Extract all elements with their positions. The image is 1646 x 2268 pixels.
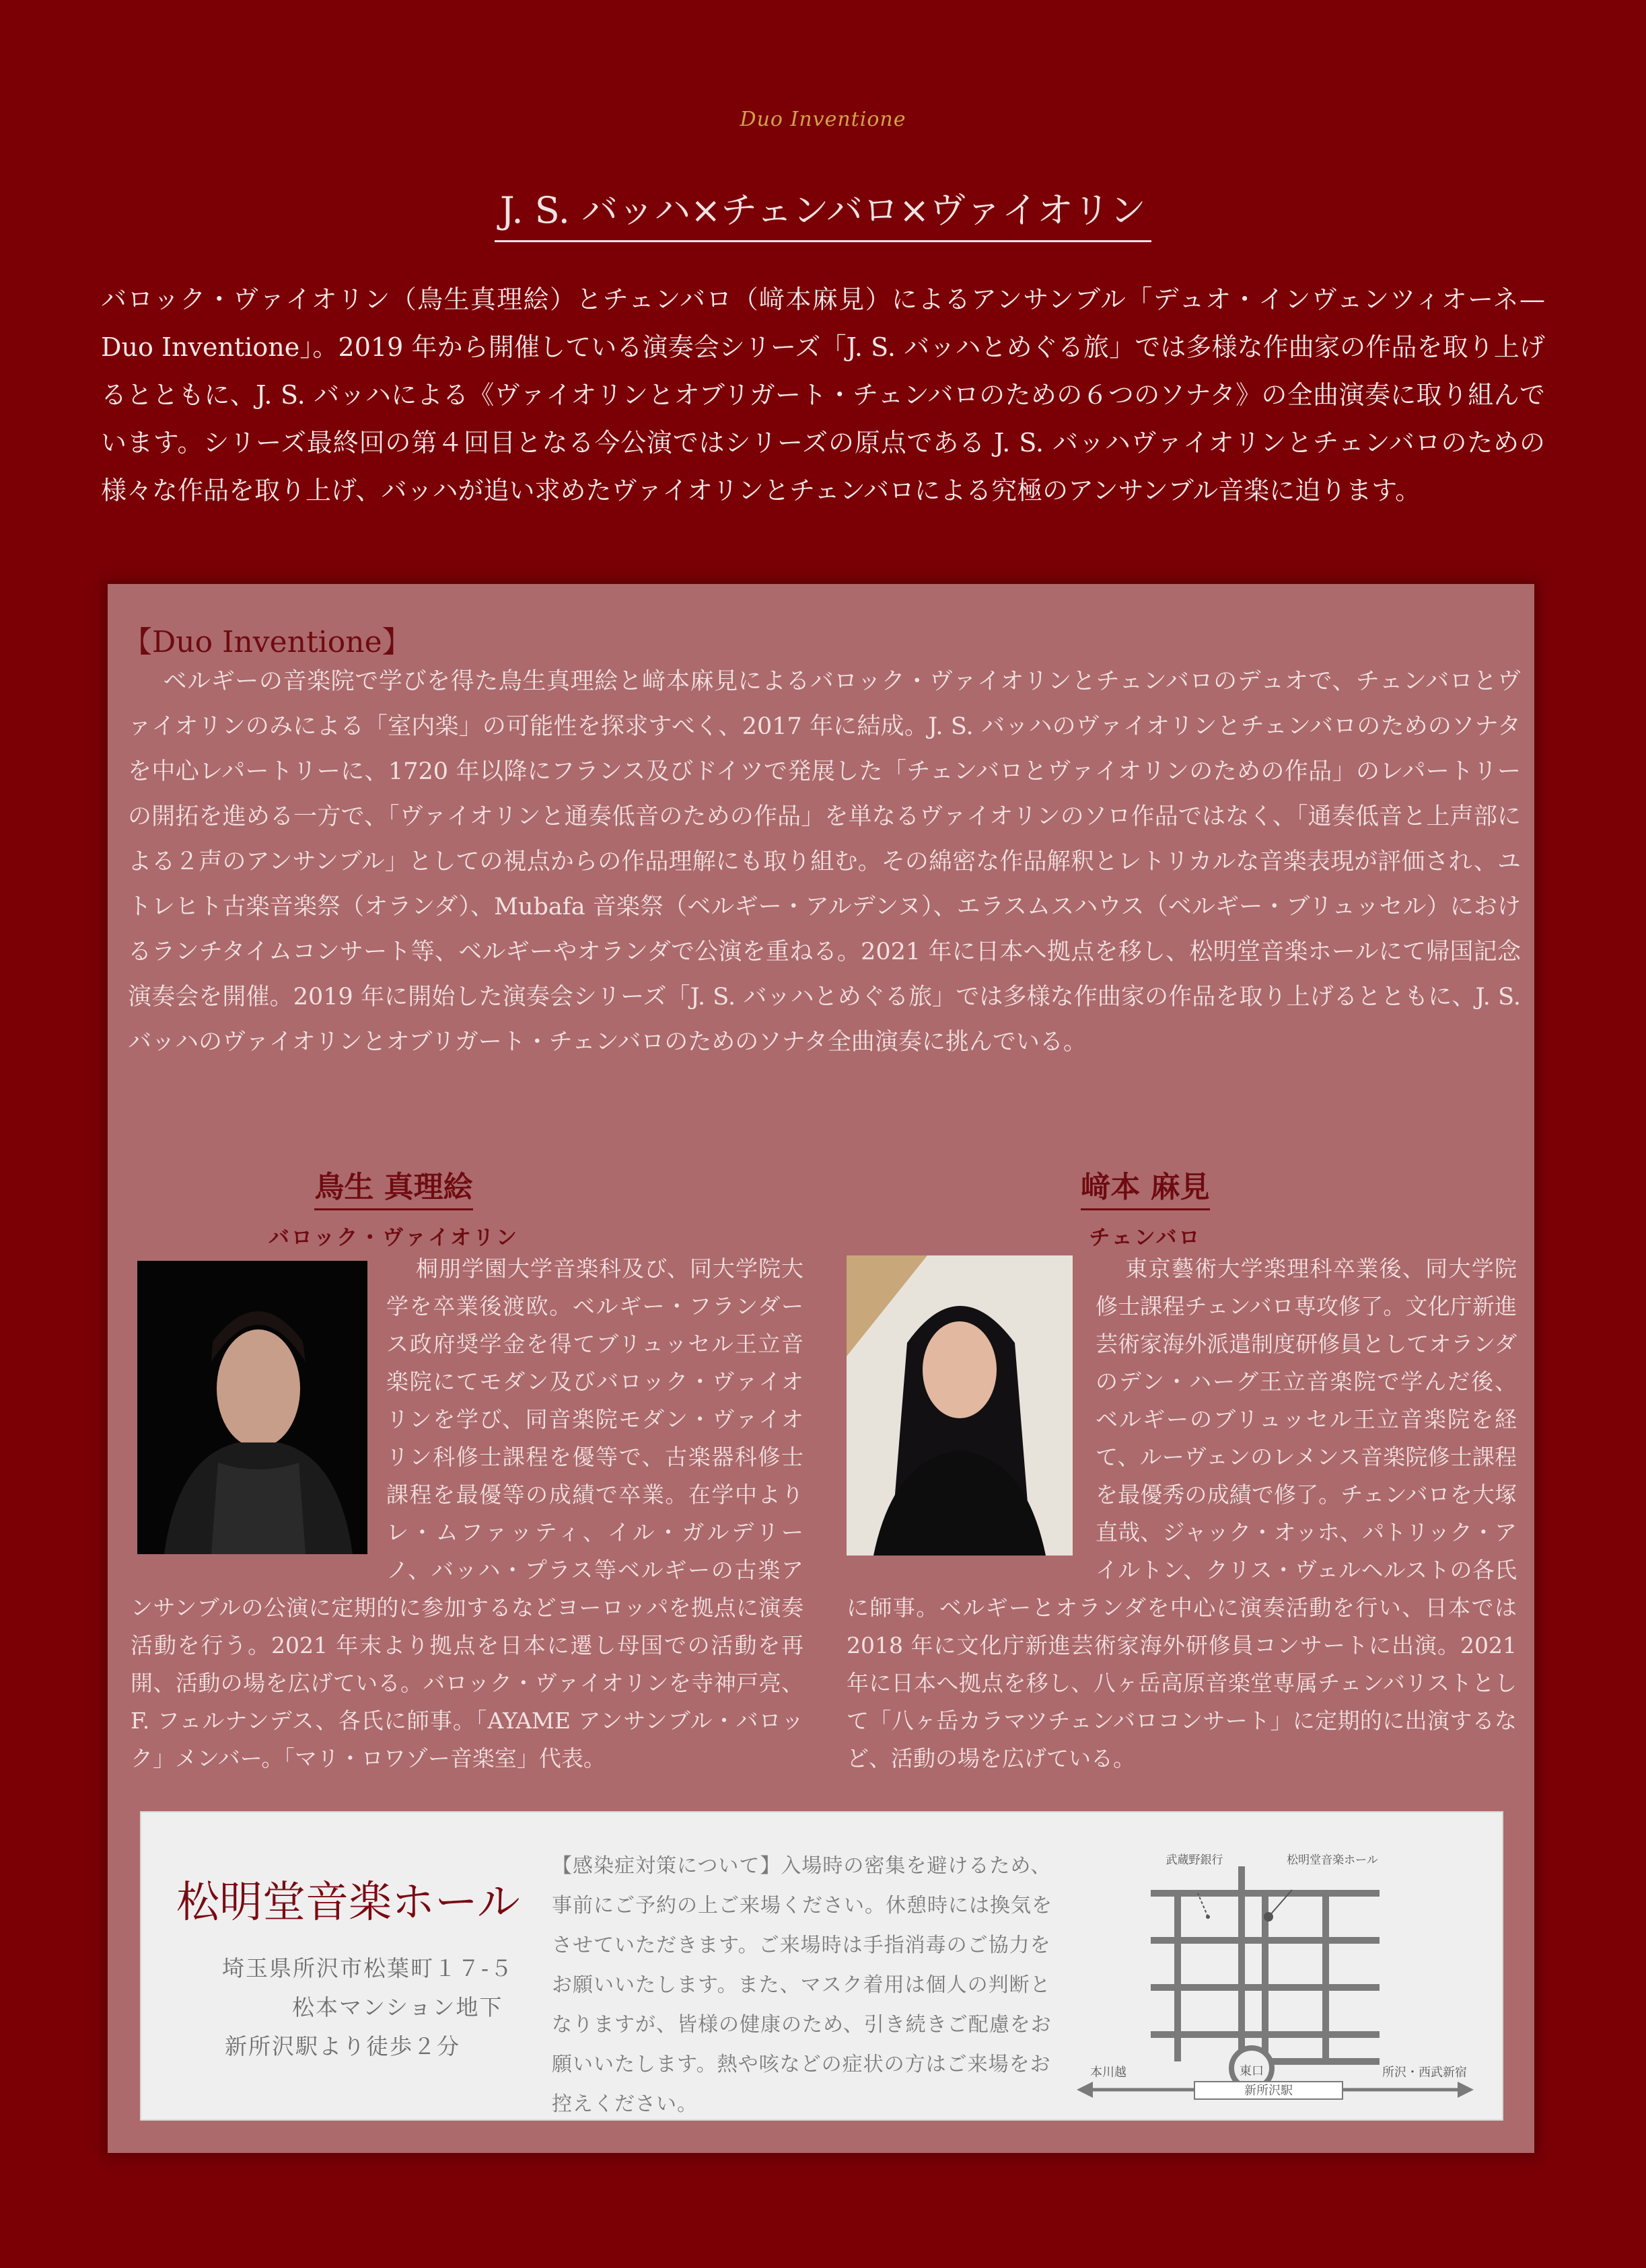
member-name-torinou [225,1163,562,1206]
venue-address-line: 埼玉県所沢市松葉町１７-５ [222,1955,514,1981]
member-name-text: 﨑本 麻見 [1081,1170,1209,1210]
member-profile-text: 東京藝術大学楽理科卒業後、同大学院修士課程チェンバロ専攻修了。文化庁新進芸術家海外派遣制度研修員としてオランダのデン・ハーグ王立音楽院で学んだ後、ベルギーのブリュッセル王立音楽院を経て、ルーヴェンのレメンス音楽院修士課程を最優秀の成績で修了。チェンバロを大塚直哉、ジャック・オッホ、パトリック・アイルトン、クリス・ヴェルヘルストの各氏に師事。ベルギーとオランダを中心に演奏活動を行い、日本では 2018 年に文化庁新進芸術家海外研修員コンサートに出演。2021 年に日本へ拠点を移し、八ヶ岳高原音楽堂専属チェンバリストとして「八ヶ岳カラマツチェンバロコンサート」に定期的に出演するなど、活動の場を広げている。 [847,1255,1517,1771]
member-role-torinou: バロック・ヴァイオリン [268,1226,520,1250]
map-station-label: 新所沢駅 [1244,2084,1293,2098]
venue-address-line: 松本マンション地下 [292,1994,503,2020]
member-profile-sakimoto [847,1250,1517,1778]
map-hall-label: 松明堂音楽ホール [1287,1854,1378,1867]
page-title [0,182,1646,242]
map-streets [1151,1866,1380,2061]
member-name-text: 鳥生 真理絵 [314,1170,472,1210]
ensemble-panel [108,584,1534,2153]
page-title-text: J. S. バッハ×チェンバロ×ヴァイオリン [495,182,1151,242]
duo-logo: Duo Inventione [740,108,906,131]
member-profile-text: 桐朋学園大学音楽科及び、同大学院大学を卒業後渡欧。ベルギー・フランダース政府奨学金を得てブリュッセル王立音楽院にてモダン及びバロック・ヴァイオリンを学び、同音楽院モダン・ヴァイオリン科修士課程を優等で、古楽器科修士課程を最優等の成績で卒業。在学中よりレ・ムファッティ、イル・ガルデリーノ、バッハ・プラス等ベルギーの古楽アンサンブルの公演に定期的に参加するなどヨーロッパを拠点に演奏活動を行う。2021 年末より拠点を日本に遷し母国での活動を再開、活動の場を広げている。バロック・ヴァイオリンを寺神戸亮、F. フェルナンデス、各氏に師事。「AYAME アンサンブル・バロック」メンバー。「マリ・ロワゾー音楽室」代表。 [131,1255,803,1771]
photo-box-sakimoto [847,1250,1096,1553]
access-map [1070,1839,1480,2109]
map-right-label: 所沢・西武新宿 [1382,2065,1467,2080]
left-arrow-icon [1077,2082,1093,2098]
map-left-label: 本川越 [1090,2065,1126,2080]
member-photo-torinou [137,1261,367,1554]
right-arrow-icon [1458,2082,1474,2098]
photo-box-torinou [131,1250,386,1557]
member-name-sakimoto [977,1163,1314,1206]
ensemble-bio: ベルギーの音楽院で学びを得た鳥生真理絵と﨑本麻見によるバロック・ヴァイオリンとチェンバロのデュオで、チェンバロとヴァイオリンのみによる「室内楽」の可能性を探求すべく、2017 年に結成。J. S. バッハのヴァイオリンとチェンバロのためのソナタを中心レパートリーに、1720 年以降にフランス及びドイツで発展した「チェンバロとヴァイオリンのための作品」のレパートリーの開拓を進める一方で、「ヴァイオリンと通奏低音のための作品」を単なるヴァイオリンのソロ作品ではなく、「通奏低音と上声部による２声のアンサンブル」としての視点からの作品理解にも取り組む。その綿密な作品解釈とレトリカルな音楽表現が評価され、ユトレヒト古楽音楽祭（オランダ）、Mubafa 音楽祭（ベルギー・アルデンヌ）、エラスムスハウス（ベルギー・ブリュッセル）におけるランチタイムコンサート等、ベルギーやオランダで公演を重ねる。2021 年に日本へ拠点を移し、松明堂音楽ホールにて帰国記念演奏会を開催。2019 年に開始した演奏会シリーズ「J. S. バッハとめぐる旅」では多様な作曲家の作品を取り上げるとともに、J. S. バッハのヴァイオリンとオブリガート・チェンバロのためのソナタ全曲演奏に挑んでいる。 [128,668,1521,1056]
member-role-sakimoto: チェンバロ [1089,1226,1202,1250]
venue-access-line: 新所沢駅より徒歩２分 [225,2033,460,2059]
panel-heading: 【Duo Inventione】 [122,625,412,659]
member-photo-sakimoto [847,1255,1073,1556]
covid-notice: 【感染症対策について】入場時の密集を避けるため、事前にご予約の上ご来場ください。休憩時には換気をさせていただきます。ご来場時は手指消毒のご協力をお願いいたします。また、マスク着用は個人の判断となりますが、皆様の健康のため、引き続きご配慮をお願いいたします。熱や咳などの症状の方はご来場をお控えください。 [552,1854,1052,2116]
venue-info-box [140,1811,1503,2121]
map-bank-label: 武蔵野銀行 [1166,1854,1223,1867]
map-exit-label: 東口 [1240,2064,1264,2078]
venue-name: 松明堂音楽ホール [176,1878,520,1928]
intro-text: バロック・ヴァイオリン（鳥生真理絵）とチェンバロ（﨑本麻見）によるアンサンブル「デュオ・インヴェンツィオーネ—Duo Inventione」。2019 年から開催している演奏会シリーズ「J. S. バッハとめぐる旅」では多様な作曲家の作品を取り上げるとともに、J. S. バッハによる《ヴァイオリンとオブリガート・チェンバロのための６つのソナタ》の全曲演奏に取り組んでいます。シリーズ最終回の第４回目となる今公演ではシリーズの原点である J. S. バッハヴァイオリンとチェンバロのための様々な作品を取り上げ、バッハが追い求めたヴァイオリンとチェンバロによる究極のアンサンブル音楽に迫ります。 [101,285,1545,505]
member-profile-torinou [131,1250,803,1778]
